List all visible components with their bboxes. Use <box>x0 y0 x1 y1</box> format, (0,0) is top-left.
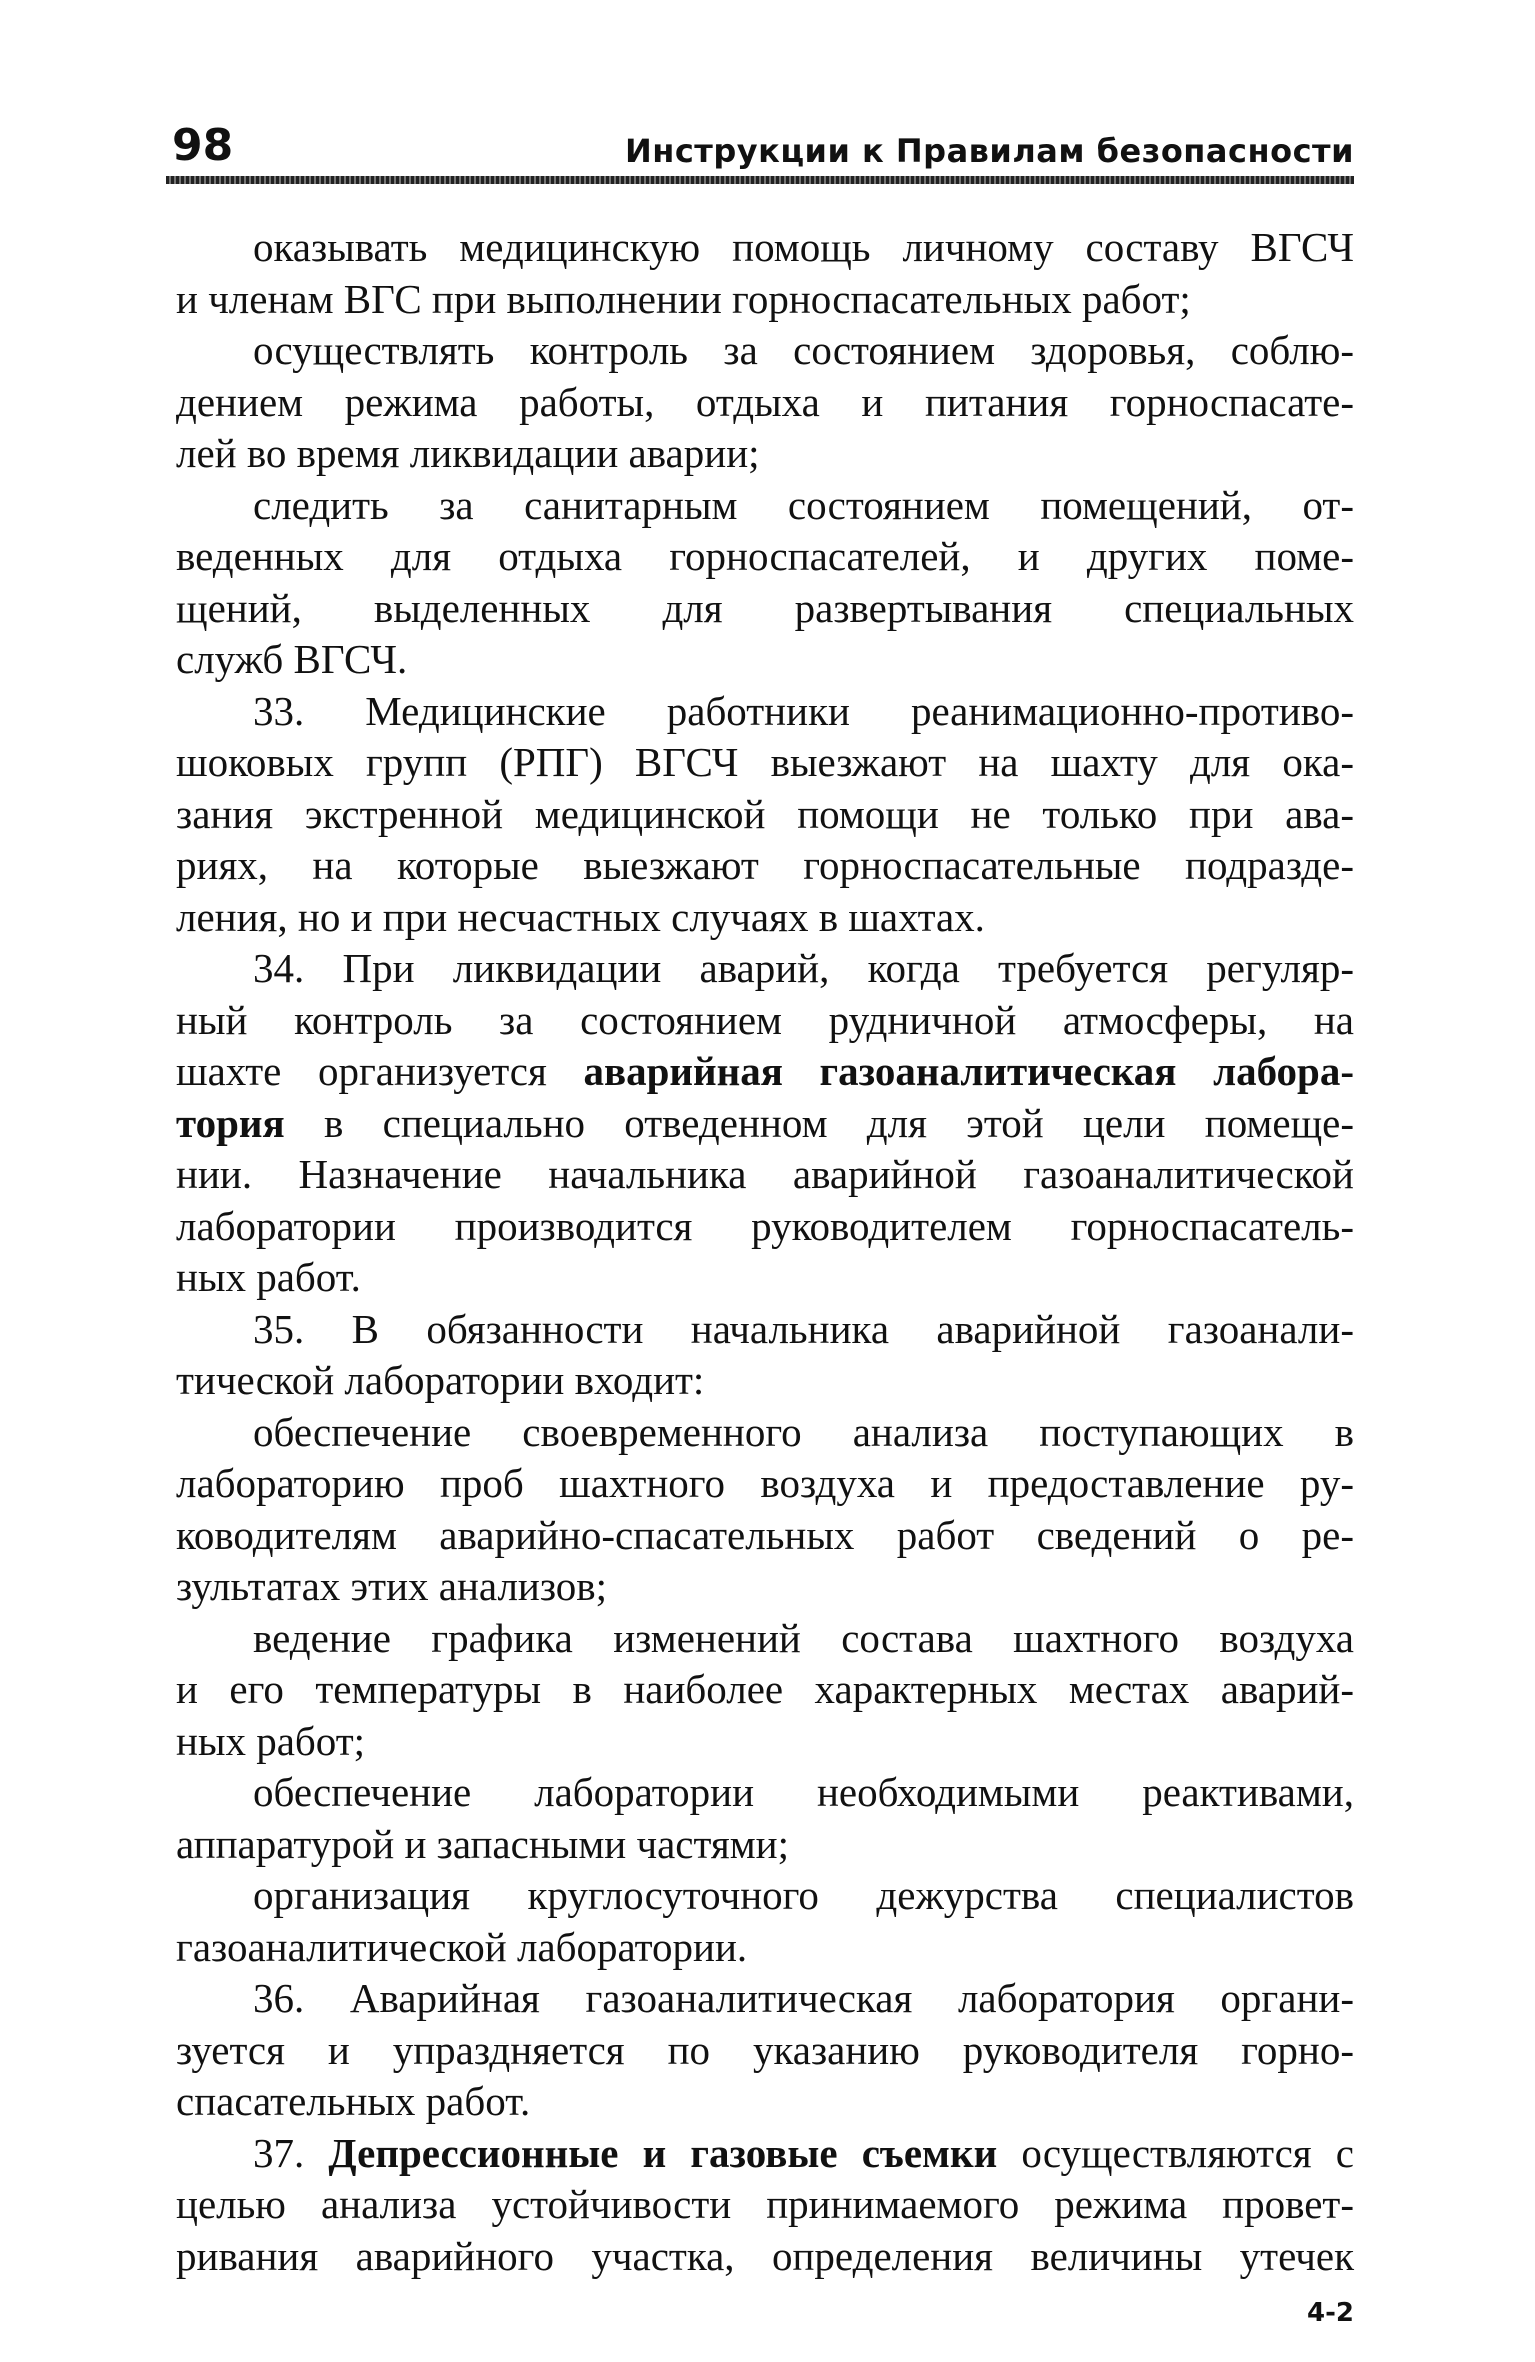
text-line: служб ВГСЧ. <box>176 636 408 682</box>
text-line: веденных для отдыха горноспасателей, и других поме- <box>176 533 1354 579</box>
text-line: дением режима работы, отдыха и питания горноспасате- <box>176 378 1354 425</box>
text-span: в специально отведенном для этой цели помеще- <box>284 1099 1354 1146</box>
text-line: следить за санитарным состоянием помещений, от- <box>253 481 1354 528</box>
text-line: оказывать медицинскую помощь личному составу ВГСЧ <box>253 224 1354 270</box>
text-line: аппаратурой и запасными частями; <box>176 1820 789 1867</box>
text-line: ления, но и при несчастных случаях в шахтах. <box>176 893 985 940</box>
text-line: зуется и упраздняется по указанию руководителя горно- <box>176 2026 1354 2073</box>
page-number: 98 <box>172 120 234 171</box>
signature-mark: 4-2 <box>1307 2298 1354 2328</box>
text-line: газоаналитической лаборатории. <box>176 1923 748 1970</box>
bold-term: тория <box>176 1099 285 1146</box>
text-line <box>176 2128 1354 2180</box>
text-line: осуществлять контроль за состоянием здоровья, соблю- <box>253 327 1354 373</box>
text-line: ководителям аварийно-спасательных работ сведений о ре- <box>176 1511 1354 1558</box>
text-line <box>176 1098 1354 1150</box>
text-line: обеспечение своевременного анализа поступающих в <box>253 1408 1354 1455</box>
bold-term: Депрессионные и газовые съемки <box>328 2129 998 2176</box>
text-line: спасательных работ. <box>176 2078 531 2124</box>
text-line: риях, на которые выезжают горноспасательные подразде- <box>176 842 1354 888</box>
text-span: шахте организуется <box>176 1048 584 1094</box>
text-line: 36. Аварийная газоаналитическая лаборатория органи- <box>253 1975 1354 2021</box>
text-span: 37. <box>253 2129 329 2176</box>
header-rule <box>166 176 1354 184</box>
text-line: тической лаборатории входит: <box>176 1357 705 1403</box>
text-line: лабораторию проб шахтного воздуха и предоставление ру- <box>176 1460 1354 1506</box>
text-line: щений, выделенных для развертывания специальных <box>176 584 1354 631</box>
text-line: ривания аварийного участка, определения величины утечек <box>176 2232 1354 2279</box>
text-line <box>176 1046 1354 1098</box>
text-line: 33. Медицинские работники реанимационно-противо- <box>253 687 1354 734</box>
text-line: зания экстренной медицинской помощи не только при ава- <box>176 790 1354 837</box>
text-line: ных работ; <box>176 1717 366 1764</box>
text-line: обеспечение лаборатории необходимыми реактивами, <box>253 1769 1354 1815</box>
text-line: и его температуры в наиболее характерных местах аварий- <box>176 1666 1354 1712</box>
page-header <box>166 120 1354 172</box>
text-span: осуществляются с <box>997 2129 1355 2176</box>
text-line: зультатах этих анализов; <box>176 1563 608 1609</box>
text-line: ведение графика изменений состава шахтного воздуха <box>253 1614 1354 1661</box>
text-line: 35. В обязанности начальника аварийной газоанали- <box>253 1305 1354 1352</box>
text-line: 34. При ликвидации аварий, когда требуется регуляр- <box>253 945 1354 991</box>
text-line: лаборатории производится руководителем горноспасатель- <box>176 1202 1354 1249</box>
text-line: лей во время ликвидации аварии; <box>176 430 760 476</box>
text-line: ный контроль за состоянием рудничной атмосферы, на <box>176 996 1354 1043</box>
text-line: шоковых групп (РПГ) ВГСЧ выезжают на шахту для ока- <box>176 739 1354 785</box>
text-line: нии. Назначение начальника аварийной газоаналитической <box>176 1151 1354 1197</box>
body-text <box>176 222 1354 2282</box>
bold-term: аварийная газоаналитическая лабора- <box>583 1048 1354 1094</box>
text-line: ных работ. <box>176 1254 361 1300</box>
text-line: и членам ВГС при выполнении горноспасательных работ; <box>176 275 1191 322</box>
text-line: организация круглосуточного дежурства специалистов <box>253 1872 1354 1918</box>
running-title: Инструкции к Правилам безопасности <box>624 132 1354 170</box>
text-line: целью анализа устойчивости принимаемого режима провет- <box>176 2181 1354 2227</box>
